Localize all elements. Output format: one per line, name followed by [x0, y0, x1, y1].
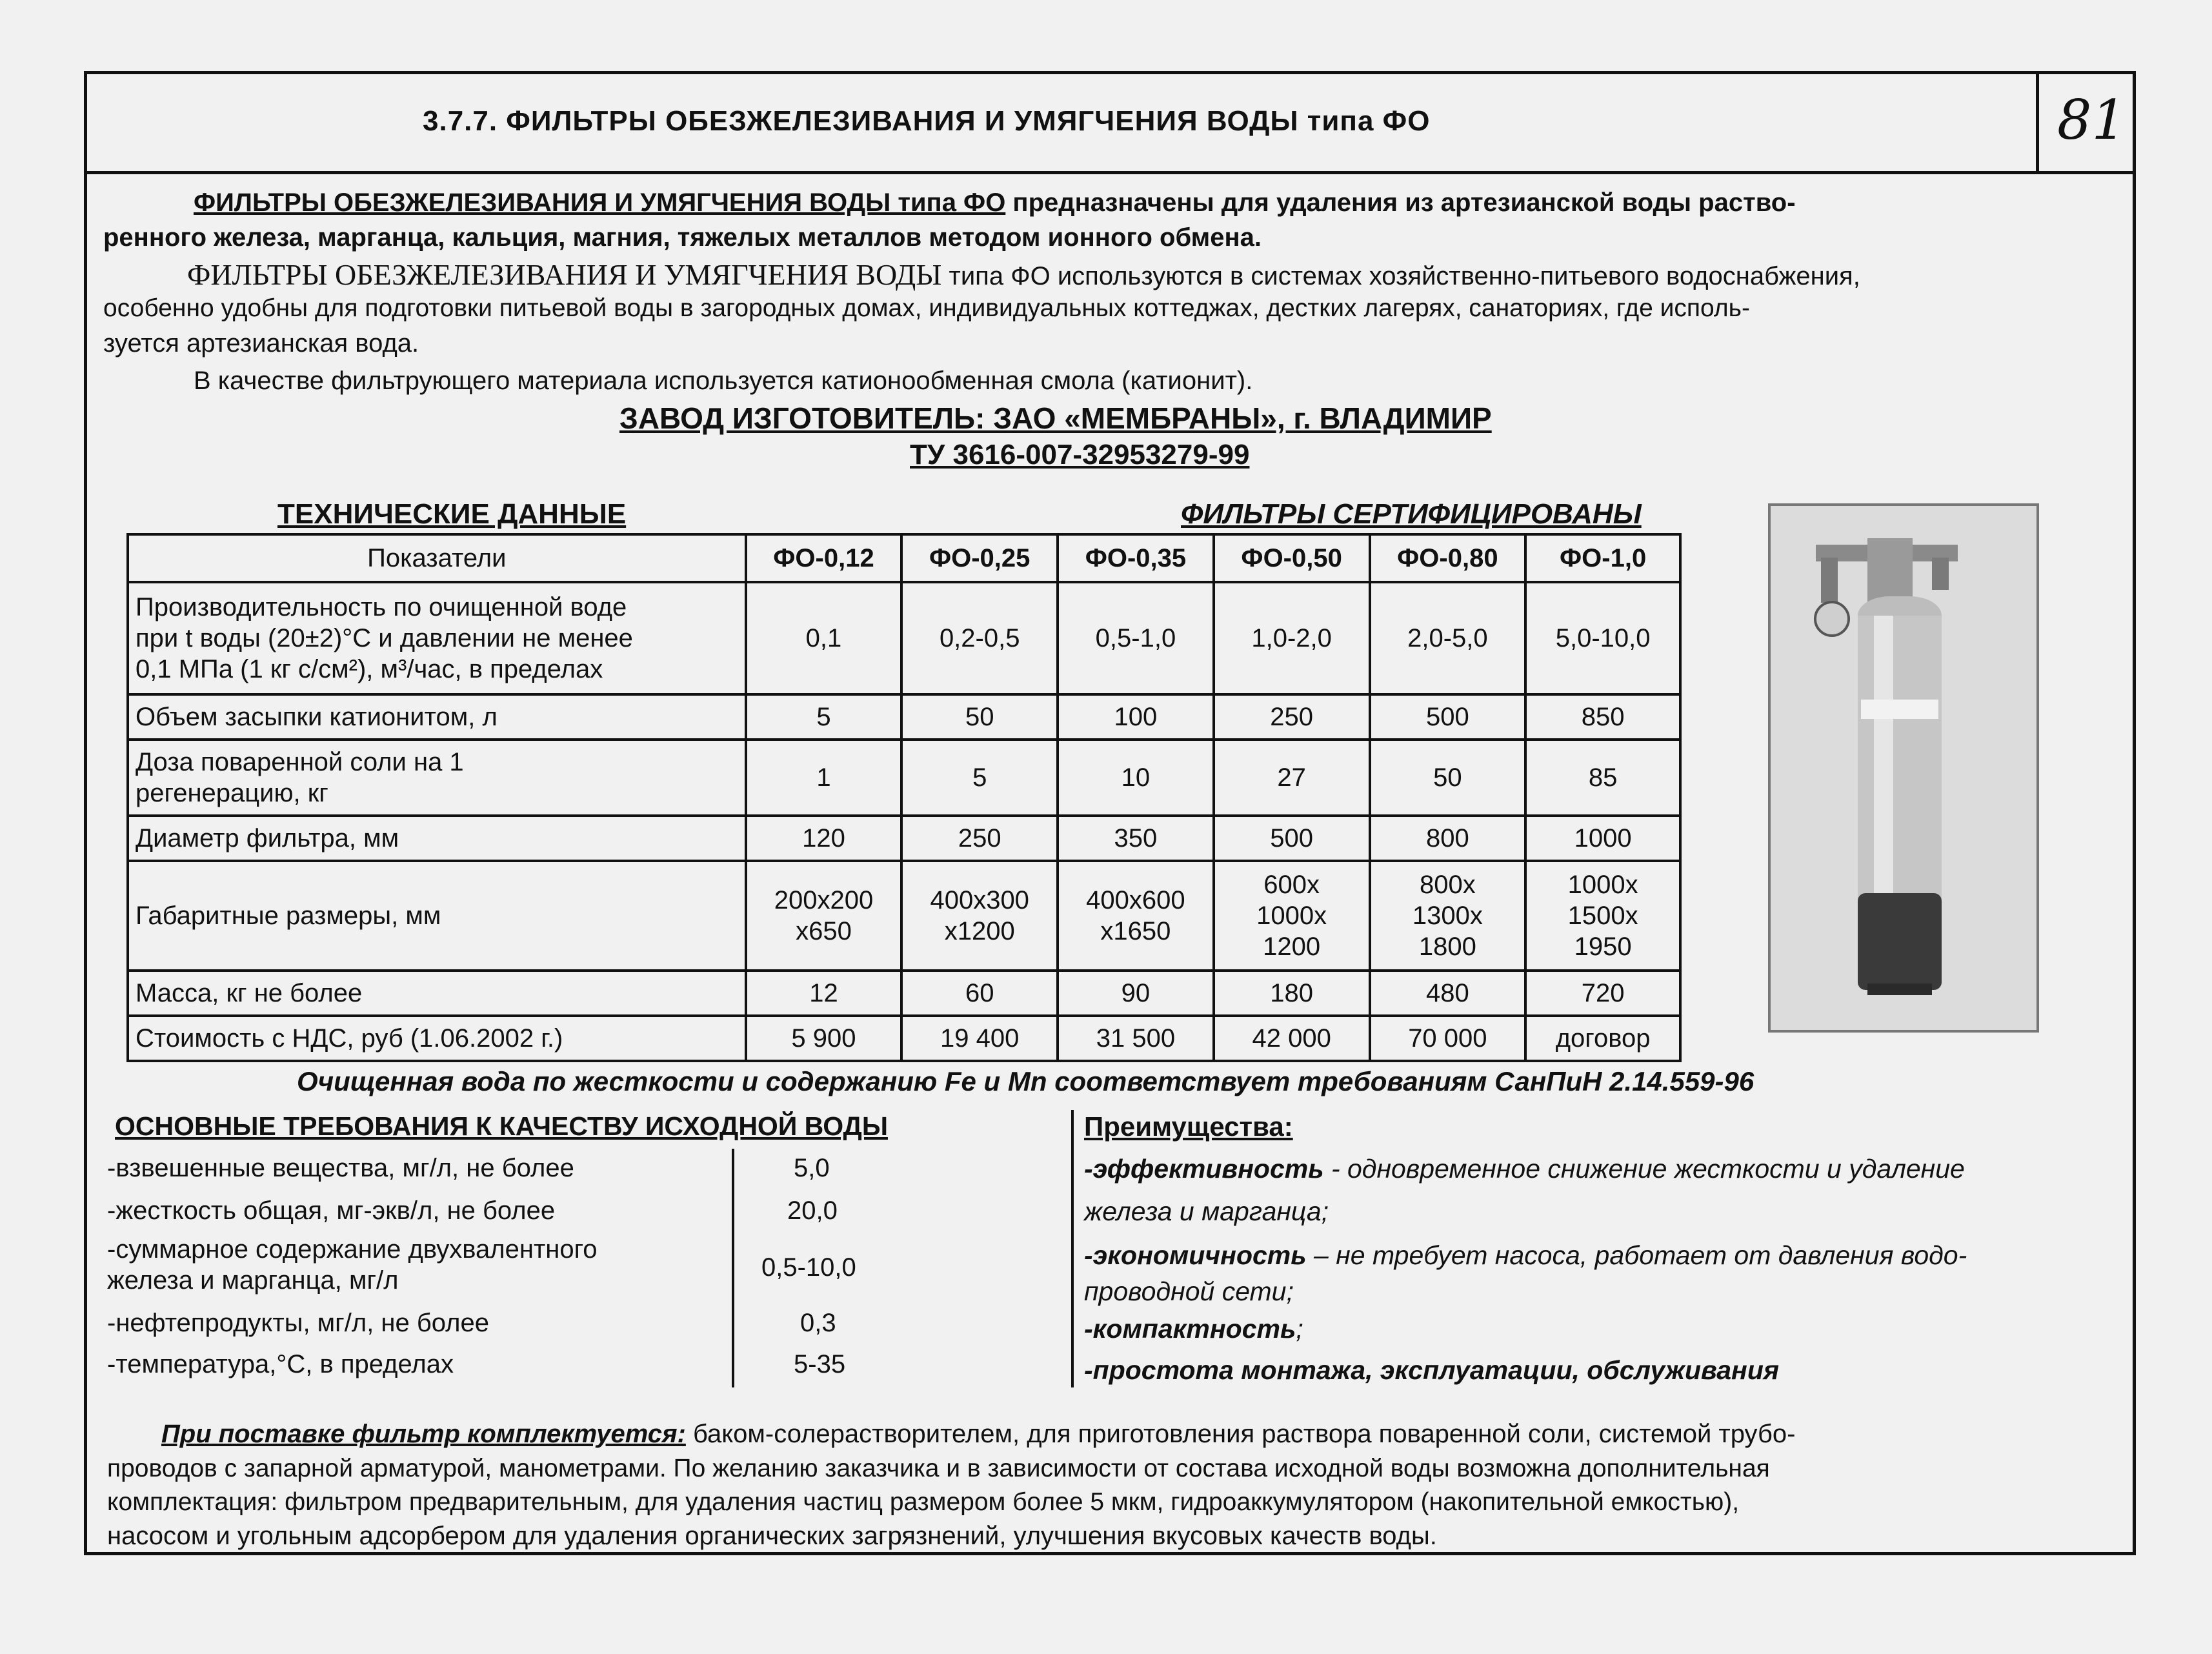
table-cell: 0,5-1,0: [1058, 582, 1214, 694]
cell-line: 1000х: [1567, 871, 1638, 899]
advantage-name: -эффективность: [1084, 1154, 1324, 1184]
row-label-line: регенерацию, кг: [136, 779, 328, 807]
delivery-line-3: комплектация: фильтром предварительным, для удаления частиц размером более 5 мкм, гидроаккумулятором (накопительной емкостью),: [107, 1488, 1740, 1516]
requirement-item: [107, 1307, 489, 1338]
requirement-value: 5,0: [794, 1154, 830, 1182]
cell-line: х650: [796, 917, 852, 945]
intro-paragraph-2-line-2: особенно удобны для подготовки питьевой воды в загородных домах, индивидуальных коттеджах, дестких лагерях, санаториях, где исполь-: [103, 294, 1750, 322]
intro-p1-rest: предназначены для удаления из артезианской воды раство-: [1005, 188, 1796, 217]
requirements-value-divider: [732, 1149, 734, 1387]
table-cell: 10: [1058, 740, 1214, 816]
column-header: ФО-0,35: [1058, 534, 1214, 582]
page-number: 81: [2057, 88, 2126, 152]
column-header: ФО-0,80: [1370, 534, 1526, 582]
advantage-item: [1084, 1354, 1779, 1386]
advantage-item-continued: проводной сети;: [1084, 1276, 1294, 1306]
table-cell: 2,0-5,0: [1370, 582, 1526, 694]
cell-line: х1650: [1100, 917, 1171, 945]
table-cell: 180: [1214, 971, 1370, 1016]
table-cell: 1: [746, 740, 902, 816]
table-cell: 120: [746, 816, 902, 861]
delivery-line-4: насосом и угольным адсорбером для удаления органических загрязнений, улучшения вкусовых качеств воды.: [107, 1522, 1437, 1550]
table-cell: 19 400: [901, 1016, 1058, 1061]
advantage-name: -экономичность: [1084, 1240, 1307, 1270]
delivery-line-1: [161, 1418, 1795, 1450]
compliance-note: Очищенная вода по жесткости и содержанию Fe и Mn соответствует требованиям СанПиН 2.14.559-96: [297, 1066, 1755, 1096]
table-row: [128, 582, 1680, 694]
table-cell: договор: [1525, 1016, 1680, 1061]
row-label: Масса, кг не более: [128, 971, 746, 1016]
table-cell: 500: [1214, 816, 1370, 861]
requirement-item: [107, 1195, 555, 1226]
cell-line: 1200: [1263, 933, 1321, 961]
intro-paragraph-1-line-1: [194, 187, 1796, 219]
advantages-heading: Преимущества:: [1084, 1111, 1293, 1142]
table-cell: 31 500: [1058, 1016, 1214, 1061]
advantage-name: -компактность: [1084, 1314, 1296, 1344]
table-cell: 85: [1525, 740, 1680, 816]
table-cell: [1058, 861, 1214, 971]
requirement-value: 0,3: [800, 1309, 836, 1337]
advantage-item: [1084, 1313, 1303, 1345]
cell-line: 1300х: [1412, 902, 1483, 930]
section-title: 3.7.7. ФИЛЬТРЫ ОБЕЗЖЕЛЕЗИВАНИЯ И УМЯГЧЕНИЯ ВОДЫ типа ФО: [423, 105, 1431, 137]
table-cell: 50: [1370, 740, 1526, 816]
page-header: [87, 74, 2133, 174]
manufacturer-line: ЗАВОД ИЗГОТОВИТЕЛЬ: ЗАО «МЕМБРАНЫ», г. ВЛАДИМИР: [619, 401, 1492, 435]
table-cell: 800: [1370, 816, 1526, 861]
tech-spec-code: ТУ 3616-007-32953279-99: [910, 439, 1250, 470]
table-row: [128, 816, 1680, 861]
requirement-label: -взвешенные вещества, мг/л, не более: [107, 1154, 574, 1182]
column-header: ФО-0,12: [746, 534, 902, 582]
intro-paragraph-2-line-1: [187, 257, 1860, 293]
table-cell: 5,0-10,0: [1525, 582, 1680, 694]
intro-p2-caps: ФИЛЬТРЫ ОБЕЗЖЕЛЕЗИВАНИЯ И УМЯГЧЕНИЯ ВОДЫ: [187, 258, 942, 291]
table-header-row: [128, 534, 1680, 582]
row-label: Объем засыпки катионитом, л: [128, 694, 746, 740]
row-label: Габаритные размеры, мм: [128, 861, 746, 971]
row-label-line: 0,1 МПа (1 кг с/см²), м³/час, в пределах: [136, 655, 603, 683]
requirement-value: 0,5-10,0: [761, 1253, 856, 1282]
table-row: [128, 694, 1680, 740]
table-cell: 250: [1214, 694, 1370, 740]
requirement-label: -суммарное содержание двухвалентного: [107, 1235, 598, 1264]
cell-line: 1800: [1418, 933, 1476, 961]
table-row: [128, 971, 1680, 1016]
row-label: [128, 582, 746, 694]
advantage-item: [1084, 1153, 1965, 1185]
table-cell: 0,2-0,5: [901, 582, 1058, 694]
cell-line: 1950: [1574, 933, 1632, 961]
column-header: ФО-1,0: [1525, 534, 1680, 582]
table-cell: 12: [746, 971, 902, 1016]
row-label-line: Производительность по очищенной воде: [136, 593, 627, 621]
intro-paragraph-2-line-3: зуется артезианская вода.: [103, 329, 419, 358]
table-cell: [901, 861, 1058, 971]
table-row: [128, 1016, 1680, 1061]
column-header: ФО-0,50: [1214, 534, 1370, 582]
advantages-divider: [1071, 1110, 1074, 1387]
requirement-label: железа и марганца, мг/л: [107, 1266, 399, 1295]
row-label-line: Доза поваренной соли на 1: [136, 748, 464, 776]
cell-line: х1200: [944, 917, 1015, 945]
advantage-item-continued: железа и марганца;: [1084, 1196, 1329, 1226]
table-cell: 850: [1525, 694, 1680, 740]
requirement-item: [107, 1234, 598, 1296]
column-header: ФО-0,25: [901, 534, 1058, 582]
table-cell: [746, 861, 902, 971]
table-cell: 5 900: [746, 1016, 902, 1061]
cell-line: 600х: [1263, 871, 1320, 899]
table-cell: 70 000: [1370, 1016, 1526, 1061]
filter-photo: [1768, 503, 2039, 1033]
table-cell: [1525, 861, 1680, 971]
requirement-item: [107, 1349, 454, 1380]
table-cell: 100: [1058, 694, 1214, 740]
cell-line: 200х200: [774, 886, 874, 914]
delivery-line-2: проводов с запарной арматурой, манометрами. По желанию заказчика и в зависимости от состава исходной воды возможна дополнительная: [107, 1455, 1770, 1482]
advantage-item: [1084, 1239, 1967, 1271]
specifications-table: [126, 533, 1682, 1062]
requirements-heading: ОСНОВНЫЕ ТРЕБОВАНИЯ К КАЧЕСТВУ ИСХОДНОЙ ВОДЫ: [115, 1111, 888, 1141]
table-cell: 5: [746, 694, 902, 740]
table-cell: 500: [1370, 694, 1526, 740]
requirement-value: 20,0: [787, 1196, 838, 1225]
intro-p2-rest: типа ФО используются в системах хозяйственно-питьевого водоснабжения,: [941, 262, 1860, 290]
table-cell: 250: [901, 816, 1058, 861]
table-cell: 1000: [1525, 816, 1680, 861]
certified-heading: ФИЛЬТРЫ СЕРТИФИЦИРОВАНЫ: [1181, 498, 1642, 530]
table-cell: [1370, 861, 1526, 971]
row-label: [128, 740, 746, 816]
table-cell: 42 000: [1214, 1016, 1370, 1061]
table-cell: [1214, 861, 1370, 971]
tech-data-heading: ТЕХНИЧЕСКИЕ ДАННЫЕ: [277, 498, 627, 530]
table-cell: 480: [1370, 971, 1526, 1016]
cell-line: 800х: [1419, 871, 1476, 899]
delivery-text: баком-солерастворителем, для приготовления раствора поваренной соли, системой трубо-: [685, 1420, 1796, 1448]
table-cell: 50: [901, 694, 1058, 740]
cell-line: 400х300: [930, 886, 1029, 914]
intro-paragraph-3: В качестве фильтрующего материала используется катионообменная смола (катионит).: [194, 367, 1253, 395]
requirement-label: -температура,°С, в пределах: [107, 1350, 454, 1378]
table-cell: 350: [1058, 816, 1214, 861]
advantage-text: – не требует насоса, работает от давления водо-: [1306, 1240, 1967, 1270]
cell-line: 1500х: [1567, 902, 1638, 930]
requirement-value: 5-35: [794, 1350, 846, 1378]
table-cell: 1,0-2,0: [1214, 582, 1370, 694]
cell-line: 1000х: [1256, 902, 1327, 930]
row-label: Стоимость с НДС, руб (1.06.2002 г.): [128, 1016, 746, 1061]
table-cell: 27: [1214, 740, 1370, 816]
requirement-label: -нефтепродукты, мг/л, не более: [107, 1309, 489, 1337]
table-cell: 60: [901, 971, 1058, 1016]
intro-product-name: ФИЛЬТРЫ ОБЕЗЖЕЛЕЗИВАНИЯ И УМЯГЧЕНИЯ ВОДЫ типа ФО: [194, 188, 1006, 217]
table-row: [128, 861, 1680, 971]
delivery-lead: При поставке фильтр комплектуется:: [161, 1420, 686, 1448]
row-label: Диаметр фильтра, мм: [128, 816, 746, 861]
advantage-text: ;: [1296, 1314, 1303, 1344]
column-header: Показатели: [128, 534, 746, 582]
advantage-text: - одновременное снижение жесткости и удаление: [1323, 1154, 1965, 1184]
table-row: [128, 740, 1680, 816]
page-number-box: [2036, 74, 2133, 171]
row-label-line: при t воды (20±2)°С и давлении не менее: [136, 624, 633, 652]
requirement-item: [107, 1153, 574, 1184]
requirement-label: -жесткость общая, мг-экв/л, не более: [107, 1196, 556, 1225]
advantage-name: -простота монтажа, эксплуатации, обслуживания: [1084, 1355, 1780, 1385]
table-cell: 720: [1525, 971, 1680, 1016]
intro-paragraph-1-line-2: ренного железа, марганца, кальция, магния, тяжелых металлов методом ионного обмена.: [103, 223, 1262, 252]
table-cell: 5: [901, 740, 1058, 816]
filter-cylinder-illustration: [1771, 506, 2036, 1030]
table-cell: 0,1: [746, 582, 902, 694]
table-cell: 90: [1058, 971, 1214, 1016]
cell-line: 400х600: [1086, 886, 1185, 914]
